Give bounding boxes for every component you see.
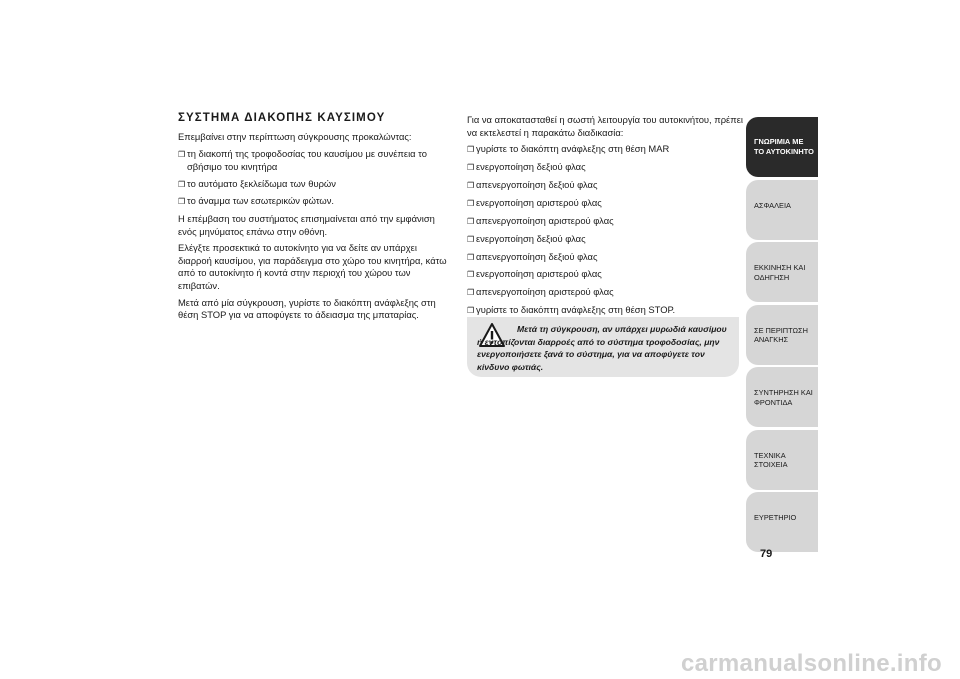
tab-label: ΕΥΡΕΤΗΡΙΟ xyxy=(754,513,797,522)
tab-label: ΣΕ ΠΕΡΙΠΤΩΣΗ ΑΝΑΓΚΗΣ xyxy=(754,325,808,344)
step-item: ❒ απενεργοποίηση αριστερού φλας xyxy=(467,286,745,300)
tab-label: ΓΝΩΡΙΜΙΑ ΜΕ ΤΟ ΑΥΤΟΚΙΝΗΤΟ xyxy=(754,137,814,156)
tab-maintenance[interactable] xyxy=(746,367,818,427)
checkbox-bullet-icon: ❒ xyxy=(467,163,475,173)
checkbox-bullet-icon: ❒ xyxy=(467,234,475,244)
step-item: ❒ ενεργοποίηση αριστερού φλας xyxy=(467,197,745,211)
tab-label: ΤΕΧΝΙΚΑ ΣΤΟΙΧΕΙΑ xyxy=(754,450,788,469)
warning-box xyxy=(467,317,739,377)
checkbox-bullet-icon: ❒ xyxy=(467,145,475,155)
chapter-tabs xyxy=(746,117,818,555)
body-paragraph: Ελέγξτε προσεκτικά το αυτοκίνητο για να δείτε αν υπάρχει διαρροή καυσίμου, για παράδειγμα στο χώρο του κινητήρα, κάτω από το αυτοκίνητο ή κοντά στην περιοχή του χώρου των επιβατών. xyxy=(178,242,447,291)
tab-label: ΑΣΦΑΛΕΙΑ xyxy=(754,200,791,210)
step-item: ❒ γυρίστε το διακόπτη ανάφλεξης στη θέση MAR xyxy=(467,143,745,157)
body-paragraph: Μετά από μία σύγκρουση, γυρίστε το διακόπτη ανάφλεξης στη θέση STOP για να αποφύγετε το άδειασμα της μπαταρίας. xyxy=(178,296,436,321)
list-item: ❒ το άναμμα των εσωτερικών φώτων. xyxy=(178,195,450,209)
right-column xyxy=(467,114,745,322)
checkbox-bullet-icon: ❒ xyxy=(467,216,475,226)
checkbox-bullet-icon: ❒ xyxy=(467,270,475,280)
tab-getting-to-know[interactable] xyxy=(746,117,818,177)
tab-starting-driving[interactable] xyxy=(746,242,818,302)
checkbox-bullet-icon: ❒ xyxy=(178,149,186,159)
checkbox-bullet-icon: ❒ xyxy=(178,197,186,207)
list-item: ❒ τη διακοπή της τροφοδοσίας του καυσίμου με συνέπεια το σβήσιμο του κινητήρα xyxy=(178,147,427,173)
checkbox-bullet-icon: ❒ xyxy=(467,252,475,262)
restore-intro: Για να αποκατασταθεί η σωστή λειτουργία του αυτοκινήτου, πρέπει να εκτελεστεί η παρακάτω διαδικασία: xyxy=(467,114,743,138)
watermark: carmanualsonline.info xyxy=(680,650,942,677)
step-item: ❒ απενεργοποίηση αριστερού φλας xyxy=(467,215,745,229)
left-column xyxy=(178,112,450,326)
step-item: ❒ απενεργοποίηση δεξιού φλας xyxy=(467,251,745,265)
step-item: ❒ ενεργοποίηση αριστερού φλας xyxy=(467,268,745,282)
tab-index[interactable] xyxy=(746,492,818,552)
step-item: ❒ ενεργοποίηση δεξιού φλας xyxy=(467,233,745,247)
section-title: ΣΥΣΤΗΜΑ ΔΙΑΚΟΠΗΣ ΚΑΥΣΙΜΟΥ xyxy=(178,112,386,124)
tab-emergency[interactable] xyxy=(746,305,818,365)
intro-text: Επεμβαίνει στην περίπτωση σύγκρουσης προκαλώντας: xyxy=(178,131,412,142)
warning-text: Μετά τη σύγκρουση, αν υπάρχει μυρωδιά καυσίμου ή εντοπίζονται διαρροές από το σύστημα τροφοδοσίας, μην ενεργοποιήσετε ξανά το σύστημα, για να αποφύγετε τον κίνδυνο φωτιάς. xyxy=(477,324,727,372)
tab-label: ΕΚΚΙΝΗΣΗ ΚΑΙ ΟΔΗΓΗΣΗ xyxy=(754,263,806,282)
body-paragraph: Η επέμβαση του συστήματος επισημαίνεται από την εμφάνιση ενός μηνύματος επάνω στην οθόνη. xyxy=(178,212,435,237)
checkbox-bullet-icon: ❒ xyxy=(467,288,475,298)
checkbox-bullet-icon: ❒ xyxy=(178,179,186,189)
tab-label: ΣΥΝΤΗΡΗΣΗ ΚΑΙ ΦΡΟΝΤΙΔΑ xyxy=(754,388,813,407)
step-item: ❒ ενεργοποίηση δεξιού φλας xyxy=(467,161,745,175)
list-item: ❒ το αυτόματο ξεκλείδωμα των θυρών xyxy=(178,178,450,192)
tab-safety[interactable] xyxy=(746,180,818,240)
page-number: 79 xyxy=(760,548,773,560)
checkbox-bullet-icon: ❒ xyxy=(467,306,475,316)
step-item: ❒ γυρίστε το διακόπτη ανάφλεξης στη θέση STOP. xyxy=(467,304,745,318)
step-item: ❒ απενεργοποίηση δεξιού φλας xyxy=(467,179,745,193)
tab-technical-data[interactable] xyxy=(746,430,818,490)
checkbox-bullet-icon: ❒ xyxy=(467,180,475,190)
checkbox-bullet-icon: ❒ xyxy=(467,198,475,208)
